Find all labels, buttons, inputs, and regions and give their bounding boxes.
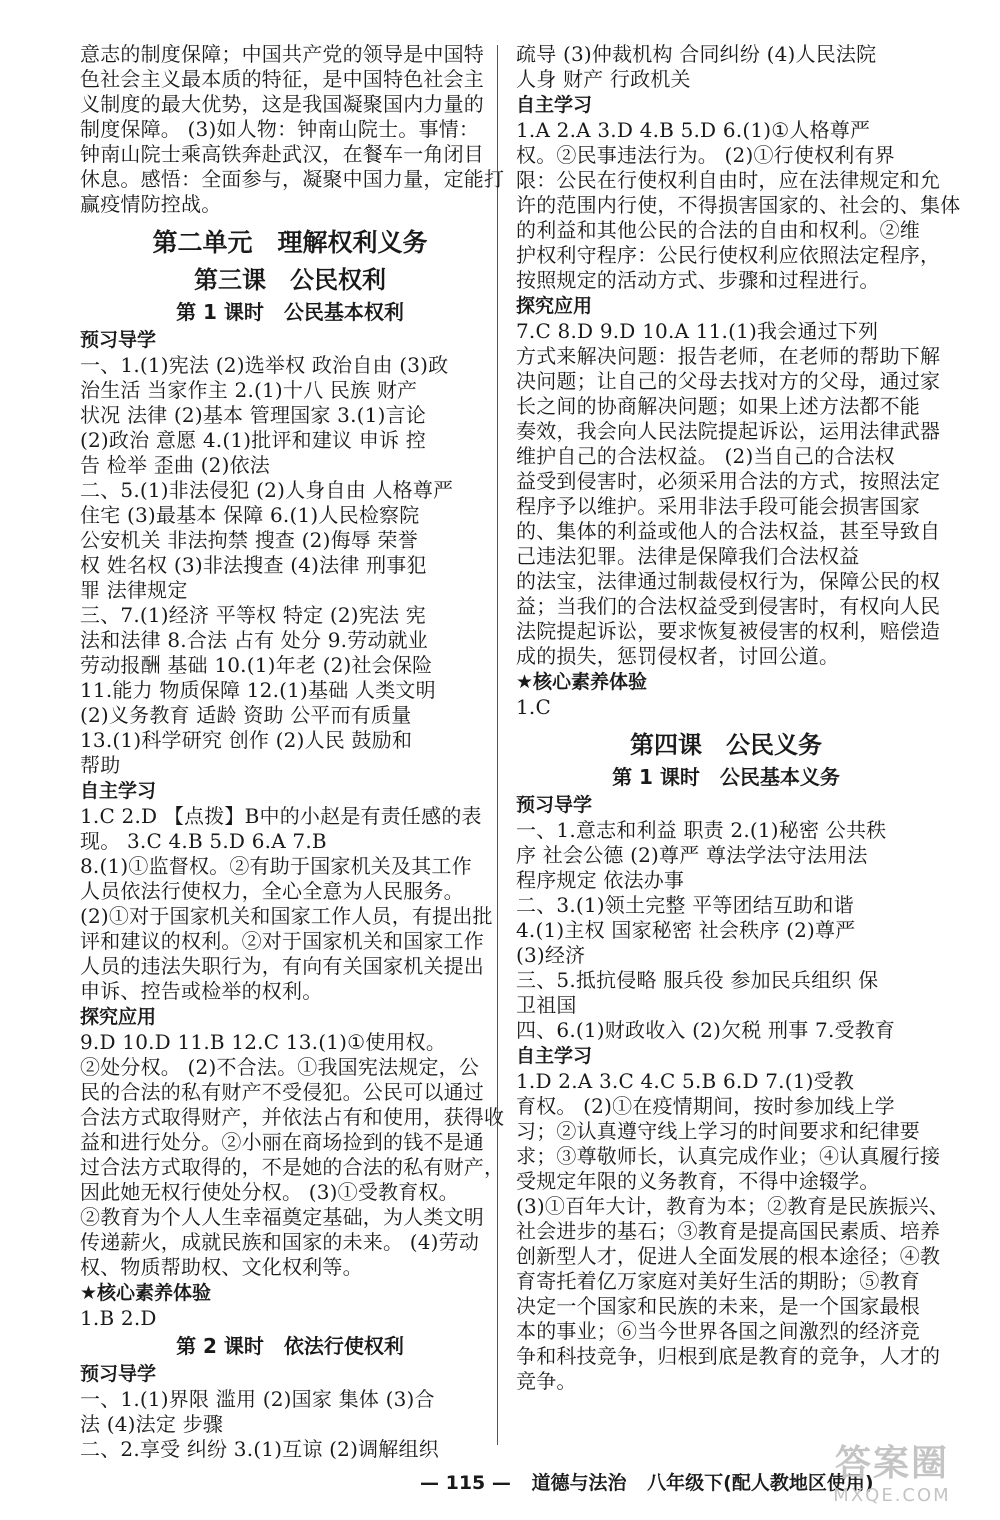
text-line: 1.D 2.A 3.C 4.C 5.B 6.D 7.(1)受教 (516, 1069, 855, 1093)
grade-label: 八年级下(配人教地区使用) (647, 1472, 874, 1494)
text-line: 一、1.(1)宪法 (2)选举权 政治自由 (3)政 (80, 353, 449, 377)
text-line: 法 (4)法定 步骤 (80, 1412, 224, 1436)
text-line: 13.(1)科学研究 创作 (2)人民 鼓励和 (80, 728, 413, 752)
period-2-title: 第 2 课时 依法行使权利 (176, 1334, 404, 1358)
section-label-inquiry: 探究应用 (80, 1006, 157, 1028)
text-line: 评和建议的权利。②对于国家机关和国家工作 (80, 929, 484, 953)
text-line: 民的合法的私有财产不受侵犯。公民可以通过 (80, 1080, 484, 1104)
text-line: 状况 法律 (2)基本 管理国家 3.(1)言论 (80, 403, 426, 427)
text-line: 方式来解决问题：报告老师，在老师的帮助下解 (516, 344, 941, 368)
section-body-preview-2 (80, 1387, 500, 1462)
text-line: 权、物质帮助权、文化权利等。 (80, 1255, 363, 1279)
text-line: 习；②认真遵守线上学习的时间要求和纪律要 (516, 1119, 920, 1143)
text-line: ②教育为个人人生幸福奠定基础，为人类文明 (80, 1205, 484, 1229)
text-line: (2)义务教育 适龄 资助 公平而有质量 (80, 703, 412, 727)
section-label-self-study-r2: 自主学习 (516, 1045, 593, 1067)
text-line: 受规定年限的义务教育，不得中途辍学。 (516, 1169, 880, 1193)
text-line: 许的范围内行使，不得损害国家的、社会的、集体 (516, 193, 961, 217)
text-line: 申诉、控告或检举的权利。 (80, 979, 323, 1003)
text-line: 争和科技竞争，归根到底是教育的竞争，人才的 (516, 1344, 941, 1368)
section-label-core-literacy-r: ★核心素养体验 (516, 671, 648, 693)
section-label-preview-2: 预习导学 (80, 1363, 157, 1385)
text-line: 益；当我们的合法权益受到侵害时，有权向人民 (516, 594, 941, 618)
text-line: 三、5.抵抗侵略 服兵役 参加民兵组织 保 (516, 968, 879, 992)
text-line: 二、2.享受 纠纷 3.(1)互谅 (2)调解组织 (80, 1437, 439, 1461)
text-line: 的法宝，法律通过制裁侵权行为，保障公民的权 (516, 569, 941, 593)
text-line: 程序规定 依法办事 (516, 868, 685, 892)
unit-title: 第二单元 理解权利义务 (152, 228, 428, 257)
text-line: 益和进行处分。②小丽在商场捡到的钱不是通 (80, 1130, 484, 1154)
text-line: 奏效，我会向人民法院提起诉讼，运用法律武器 (516, 419, 941, 443)
text-line: 7.C 8.D 9.D 10.A 11.(1)我会通过下列 (516, 319, 879, 343)
text-line: 赢疫情防控战。 (80, 192, 222, 216)
text-line: 二、5.(1)非法侵犯 (2)人身自由 人格尊严 (80, 478, 454, 502)
text-line: 11.能力 物质保障 12.(1)基础 人类文明 (80, 678, 436, 702)
text-line: 法和法律 8.合法 占有 处分 9.劳动就业 (80, 628, 428, 652)
section-body-preview (80, 353, 500, 778)
text-line: 1.B 2.D (80, 1306, 157, 1330)
text-line: 人身 财产 行政机关 (516, 67, 691, 91)
left-column (80, 42, 505, 1462)
section-body-core-literacy-r (516, 695, 936, 720)
period-1-title: 第 1 课时 公民基本权利 (176, 300, 404, 324)
text-line: 四、6.(1)财政收入 (2)欠税 刑事 7.受教育 (516, 1018, 896, 1042)
text-line: 卫祖国 (516, 993, 577, 1017)
text-line: 合法方式取得财产，并依法占有和使用，获得收 (80, 1105, 505, 1129)
page-number: — 115 — (420, 1472, 511, 1494)
text-line: 育权。 (2)①在疫情期间，按时参加线上学 (516, 1094, 895, 1118)
text-line: (2)①对于国家机关和国家工作人员，有提出批 (80, 904, 493, 928)
text-line: 现。 3.C 4.B 5.D 6.A 7.B (80, 829, 327, 853)
text-line: 竞争。 (516, 1369, 577, 1393)
period-1-title-r: 第 1 课时 公民基本义务 (612, 765, 840, 789)
text-line: 1.A 2.A 3.D 4.B 5.D 6.(1)①人格尊严 (516, 118, 871, 142)
text-line: 己违法犯罪。法律是保障我们合法权益 (516, 544, 860, 568)
text-line: 长之间的协商解决问题；如果上述方法都不能 (516, 394, 920, 418)
text-line: ②处分权。 (2)不合法。①我国宪法规定，公 (80, 1055, 480, 1079)
text-line: 序 社会公德 (2)尊严 尊法学法守法用法 (516, 843, 868, 867)
text-line: 9.D 10.D 11.B 12.C 13.(1)①使用权。 (80, 1030, 447, 1054)
text-line: 益受到侵害时，必须采用合法的方式，按照法定 (516, 469, 941, 493)
section-body-self-study-r2 (516, 1069, 949, 1394)
text-line: 疏导 (3)仲裁机构 合同纠纷 (4)人民法院 (516, 42, 877, 66)
text-line: 护权利守程序：公民行使权利应依照法定程序， (516, 243, 941, 267)
section-label-self-study-r: 自主学习 (516, 94, 593, 116)
right-column (516, 42, 961, 1394)
section-body-self-study-r (516, 118, 961, 293)
text-line: 法院提起诉讼，要求恢复被侵害的权利，赔偿造 (516, 619, 941, 643)
text-line: 一、1.意志和利益 职责 2.(1)秘密 公共秩 (516, 818, 887, 842)
text-line: 人员的违法失职行为，有向有关国家机关提出 (80, 954, 484, 978)
text-line: (3)经济 (516, 943, 586, 967)
section-body-preview-r (516, 818, 936, 1043)
text-line: 按照规定的活动方式、步骤和过程进行。 (516, 268, 880, 292)
text-line: 1.C (516, 695, 551, 719)
section-label-core-literacy: ★核心素养体验 (80, 1282, 212, 1304)
section-label-inquiry-r: 探究应用 (516, 295, 593, 317)
text-line: 求；③尊敬师长，认真完成作业；④认真履行接 (516, 1144, 941, 1168)
text-line: 创新型人才，促进人全面发展的根本途径；④教 (516, 1244, 941, 1268)
text-line: 的、集体的利益或他人的合法权益，甚至导致自 (516, 519, 941, 543)
section-body-core-literacy (80, 1306, 500, 1331)
text-line: 决定一个国家和民族的未来，是一个国家最根 (516, 1294, 920, 1318)
text-line: 育寄托着亿万家庭对美好生活的期盼；⑤教育 (516, 1269, 920, 1293)
text-line: 权。②民事违法行为。 (2)①行使权利有界 (516, 143, 895, 167)
lesson-3-title: 第三课 公民权利 (194, 266, 386, 294)
text-line: 程序予以维护。采用非法手段可能会损害国家 (516, 494, 920, 518)
text-line: 4.(1)主权 国家秘密 社会秩序 (2)尊严 (516, 918, 856, 942)
left-intro (80, 42, 505, 217)
text-line: 的利益和其他公民的合法的自由和权利。②维 (516, 218, 920, 242)
text-line: 色社会主义最本质的特征，是中国特色社会主 (80, 67, 484, 91)
text-line: 三、7.(1)经济 平等权 特定 (2)宪法 宪 (80, 603, 426, 627)
text-line: 制度保障。 (3)如人物：钟南山院士。事情： (80, 117, 480, 141)
text-line: 权 姓名权 (3)非法搜查 (4)法律 刑事犯 (80, 553, 427, 577)
section-body-inquiry (80, 1030, 505, 1280)
text-line: 一、1.(1)界限 滥用 (2)国家 集体 (3)合 (80, 1387, 435, 1411)
text-line: 意志的制度保障；中国共产党的领导是中国特 (80, 42, 484, 66)
text-line: 人员依法行使权力，全心全意为人民服务。 (80, 879, 464, 903)
text-line: 钟南山院士乘高铁奔赴武汉，在餐车一角闭目 (80, 142, 484, 166)
text-line: 劳动报酬 基础 10.(1)年老 (2)社会保险 (80, 653, 433, 677)
text-line: 成的损失，惩罚侵权者，讨回公道。 (516, 644, 840, 668)
text-line: 传递薪火，成就民族和国家的未来。 (4)劳动 (80, 1230, 480, 1254)
text-line: 决问题；让自己的父母去找对方的父母，通过家 (516, 369, 941, 393)
text-line: (3)①百年大计，教育为本；②教育是民族振兴、 (516, 1194, 949, 1218)
section-label-self-study: 自主学习 (80, 780, 157, 802)
section-body-inquiry-r (516, 319, 941, 669)
section-label-preview: 预习导学 (80, 329, 157, 351)
text-line: 住宅 (3)最基本 保障 6.(1)人民检察院 (80, 503, 420, 527)
lesson-4-title: 第四课 公民义务 (630, 731, 822, 759)
text-line: 帮助 (80, 753, 121, 777)
text-line: 告 检举 歪曲 (2)依法 (80, 453, 271, 477)
text-line: 社会进步的基石；③教育是提高国民素质、培养 (516, 1219, 941, 1243)
watermark-url: MXQE.COM (833, 1485, 951, 1506)
text-line: 二、3.(1)领土完整 平等团结互助和谐 (516, 893, 854, 917)
text-line: 维护自己的合法权益。 (2)当自己的合法权 (516, 444, 895, 468)
text-line: 1.C 2.D 【点拨】B中的小赵是有责任感的表 (80, 804, 482, 828)
section-label-preview-r: 预习导学 (516, 794, 593, 816)
watermark-logo: 答案圈 (834, 1443, 949, 1484)
right-intro (516, 42, 936, 92)
text-line: 本的事业；⑥当今世界各国之间激烈的经济竞 (516, 1319, 920, 1343)
text-line: 罪 法律规定 (80, 578, 188, 602)
text-line: 因此她无权行使处分权。 (3)①受教育权。 (80, 1180, 459, 1204)
site-watermark (802, 1442, 982, 1510)
text-line: 义制度的最大优势，这是我国凝聚国内力量的 (80, 92, 484, 116)
text-line: 过合法方式取得的，不是她的合法的私有财产， (80, 1155, 505, 1179)
book-title: 道德与法治 (531, 1472, 627, 1494)
text-line: 休息。感悟：全面参与，凝聚中国力量，定能打 (80, 167, 505, 191)
text-line: 治生活 当家作主 2.(1)十八 民族 财产 (80, 378, 418, 402)
text-line: 公安机关 非法拘禁 搜查 (2)侮辱 荣誉 (80, 528, 418, 552)
text-line: (2)政治 意愿 4.(1)批评和建议 申诉 控 (80, 428, 426, 452)
text-line: 8.(1)①监督权。②有助于国家机关及其工作 (80, 854, 472, 878)
text-line: 限：公民在行使权利自由时，应在法律规定和允 (516, 168, 941, 192)
section-body-self-study (80, 804, 500, 1004)
